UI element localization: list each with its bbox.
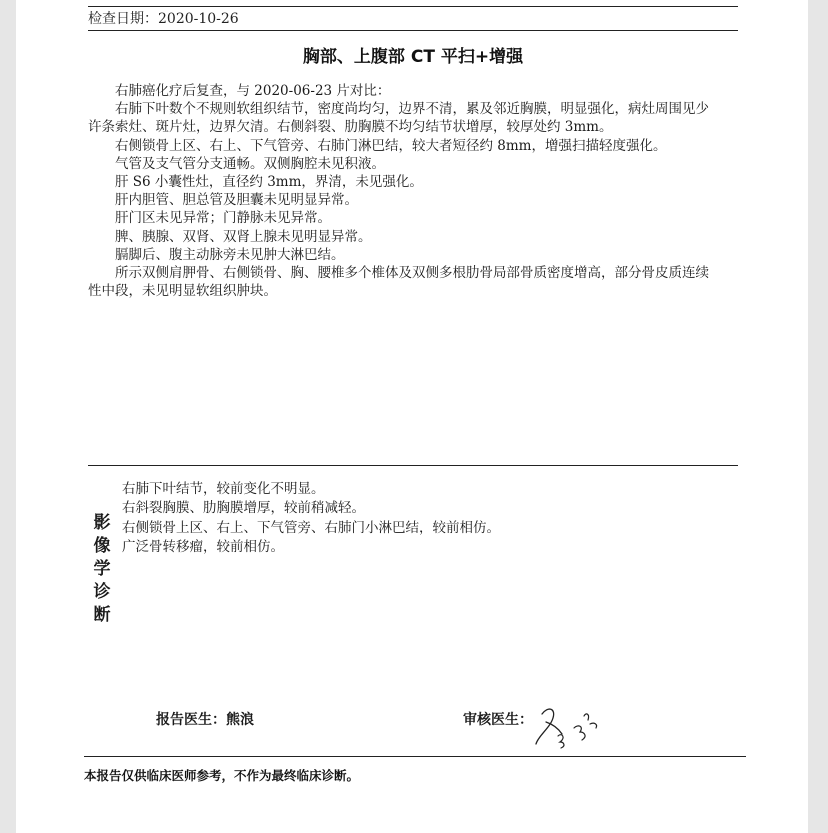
report-title: 胸部、上腹部 CT 平扫+增强 bbox=[302, 47, 524, 67]
diagnosis-rule bbox=[88, 465, 738, 466]
findings-paragraph: 肝门区未见异常；门静脉未见异常。 bbox=[115, 210, 331, 227]
report-disclaimer: 本报告仅供临床医师参考，不作为最终临床诊断。 bbox=[84, 768, 360, 783]
conclusion-item: 右肺下叶结节，较前变化不明显。 bbox=[122, 481, 325, 497]
diagnosis-label-char: 诊 bbox=[93, 582, 111, 602]
findings-paragraph: 所示双侧肩胛骨、右侧锁骨、胸、腰椎多个椎体及双侧多根肋骨局部骨质密度增高，部分骨皮质连续性中段，未见明显软组织肿块。 bbox=[88, 265, 709, 300]
findings-paragraph: 气管及支气管分支通畅。双侧胸腔未见积液。 bbox=[115, 155, 385, 172]
reviewing-doctor-label: 审核医生： bbox=[463, 712, 533, 728]
handwritten-signature bbox=[528, 698, 608, 750]
reporting-doctor-label: 报告医生： bbox=[156, 712, 226, 728]
findings-paragraph: 脾、胰腺、双肾、双肾上腺未见明显异常。 bbox=[115, 228, 372, 245]
findings-paragraph: 肝内胆管、胆总管及胆囊未见明显异常。 bbox=[115, 192, 358, 209]
conclusion-item: 右侧锁骨上区、右上、下气管旁、右肺门小淋巴结，较前相仿。 bbox=[122, 519, 500, 536]
findings-paragraph: 右侧锁骨上区、右上、下气管旁、右肺门淋巴结，较大者短径约 8mm，增强扫描轻度强化。 bbox=[115, 137, 667, 154]
diagnosis-label-char: 像 bbox=[93, 536, 111, 556]
diagnosis-conclusions bbox=[122, 480, 722, 557]
exam-date: 检查日期：2020-10-26 bbox=[88, 11, 239, 27]
findings-paragraph: 膈脚后、腹主动脉旁未见肿大淋巴结。 bbox=[115, 246, 345, 263]
conclusion-item: 右斜裂胸膜、肋胸膜增厚，较前稍减轻。 bbox=[122, 500, 365, 517]
diagnosis-label-char: 学 bbox=[93, 559, 111, 579]
reporting-doctor-name: 熊浪 bbox=[226, 712, 254, 728]
conclusion-item: 广泛骨转移瘤，较前相仿。 bbox=[122, 538, 284, 555]
findings-paragraph: 右肺癌化疗后复查，与 2020-06-23 片对比： bbox=[115, 83, 391, 99]
diagnosis-label bbox=[92, 512, 112, 627]
findings-paragraph: 右肺下叶数个不规则软组织结节，密度尚均匀，边界不清，累及邻近胸膜，明显强化，病灶周围见少许条索灶、斑片灶，边界欠清。右侧斜裂、肋胸膜不均匀结节状增厚，较厚处约 3mm。 bbox=[88, 101, 709, 136]
reporting-doctor bbox=[156, 709, 254, 729]
diagnosis-label-char: 影 bbox=[93, 513, 111, 533]
reviewing-doctor bbox=[463, 709, 533, 729]
diagnosis-label-char: 断 bbox=[93, 605, 111, 625]
findings-paragraph: 肝 S6 小囊性灶，直径约 3mm，界清，未见强化。 bbox=[115, 174, 423, 191]
findings-section bbox=[88, 82, 716, 300]
top-rule bbox=[88, 6, 738, 7]
header-rule bbox=[88, 30, 738, 31]
footer-rule bbox=[84, 756, 746, 757]
